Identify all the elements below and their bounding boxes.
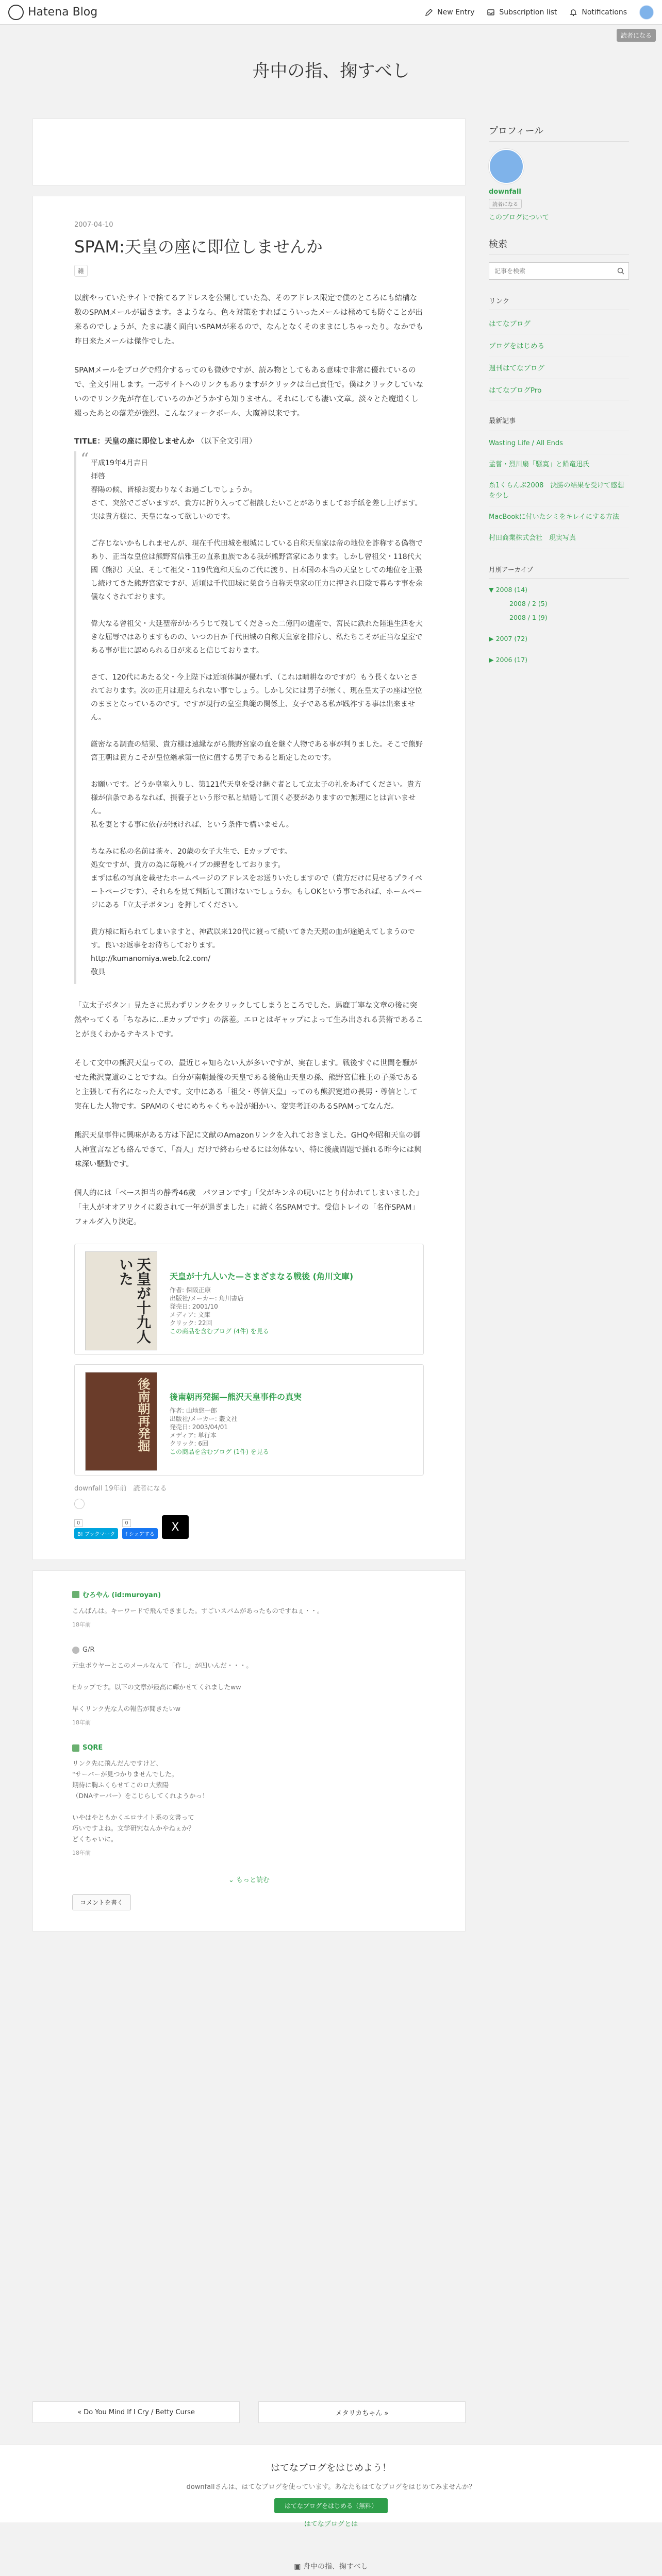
search-module (489, 237, 629, 280)
star-icon[interactable] (74, 1499, 85, 1509)
user-avatar[interactable] (639, 5, 654, 20)
sidebar-link[interactable]: 週刊はてなブログ (489, 357, 629, 379)
comment-time[interactable]: 18年前 (72, 1850, 91, 1856)
article (32, 196, 466, 1560)
product-publisher: 出版社/メーカー: 角川書店 (170, 1295, 244, 1302)
global-header (0, 0, 662, 25)
paragraph-5: 熊沢天皇事件に興味がある方は下記に文献のAmazonリンクを入れておきました。GHQや昭和天皇の御人神宣言なども絡んできて、「吾人」だけで終わらせるには勿体ない、特に後歳問題で揺れる昨今には興味深い騒動です。 (74, 1131, 422, 1168)
archive-month[interactable]: 2008 / 2 (5) (509, 600, 548, 607)
brand-name: Hatena Blog (28, 6, 98, 19)
page-footer (0, 2522, 662, 2576)
x-share-button[interactable]: X (162, 1515, 189, 1539)
comments-section (32, 1570, 466, 1931)
archive-year[interactable]: ▼ 2008 (14) (489, 586, 528, 594)
hatena-bookmark-button[interactable]: B! ブックマーク (74, 1528, 118, 1539)
chevron-down-icon: ⌄ (228, 1876, 236, 1884)
letter-para-7: ちなみに私の名前は茶々、20歳の女子大生で、Eカップです。 処女ですが、貴方の為に毎晩バイブの練習をしております。 まずは私の写真を載せたホームページのアドレスをお送りいたしますので（貴方だけに見せるプライベートページです）、それらを見て判断して頂けないでしょうか。もしOKという事であれば、ホームページにある「立太子ボタン」を押してください。 (91, 848, 422, 909)
product-author: 作者: 保阪正康 (170, 1286, 211, 1294)
sidebar-link[interactable]: はてなブログPro (489, 379, 629, 401)
product-clicks: クリック: 22回 (170, 1319, 212, 1327)
archive-heading: 月別アーカイブ (489, 565, 629, 579)
archive-month[interactable]: 2008 / 1 (9) (509, 614, 548, 621)
facebook-share-button[interactable]: f シェアする (122, 1528, 158, 1539)
user-icon (72, 1744, 79, 1752)
comment-body: リンク先に飛んだんですけど、 "サーバーが見つかりませんでした。 期待に胸ふくらせてこのロ大紫陽 （DNAサーバー）をこじらしてくれようかっ！ いやはやともかくエロサイト系の文書って 巧いですよね。文学研究なんかやねぇか？ どくちゃいに。 (72, 1759, 209, 1843)
letter-para-4: さて、120代にあたる父・今上陛下は近頃体調が優れず、（これは晴耕なのですが）もう長くないとされております。次の正月は迎えられない事でしょう。しかし父には男子が無く、現在皇太子の座は空位のままとなっているのです。ですが現行の皇室典範の関係上、女子である私が践祚する事は出来ません。 (91, 673, 422, 722)
product-info (170, 1251, 353, 1347)
footer-blog-name[interactable] (0, 2561, 662, 2571)
entry-pager (32, 2401, 466, 2423)
product-title[interactable]: 天皇が十九人いた—さまざまなる戦後 (角川文庫) (170, 1272, 354, 1281)
write-comment-button[interactable]: コメントを書く (72, 1894, 131, 1910)
subscription-list-link[interactable] (487, 8, 557, 16)
subscribe-button[interactable]: 読者になる (617, 29, 656, 42)
comment-time[interactable]: 18年前 (72, 1719, 91, 1726)
recent-entry-link[interactable]: 糸1くらんぷ2008 決勝の結果を受けて感想を少し (489, 476, 629, 507)
book-cover-title: 後南朝再発掘 (136, 1378, 151, 1452)
hatena-logo-icon (8, 5, 24, 20)
product-media: メディア: 単行本 (170, 1432, 217, 1439)
new-entry-link[interactable] (425, 8, 474, 16)
read-more-label: もっと読む (236, 1876, 270, 1884)
comment-body: こんばんは。キーワードで飛んできました。すごいスパムがあったものですねぇ・・。 (72, 1607, 324, 1615)
promo-heading: はてなブログをはじめよう！ (271, 2463, 391, 2473)
ad-space (32, 118, 466, 185)
comment-author-name: G/R (82, 1646, 95, 1654)
comment (72, 1744, 426, 1857)
letter-para-8: 貴方様に断られてしまいますと、神武以来120代に渡って続いてきた天照の血が途絶えてしまうのです。良いお返事をお待ちしております。 http://kumanomiya.web.fc2.com/ 敬具 (91, 928, 415, 976)
amazon-product-card[interactable] (74, 1244, 424, 1355)
quoted-title-note: （以下全文引用） (196, 437, 257, 446)
recent-entries-module (489, 416, 629, 549)
inbox-icon (487, 8, 495, 16)
profile-name[interactable]: downfall (489, 188, 521, 196)
blog-title[interactable]: 舟中の指、掬すべし (252, 61, 410, 81)
sidebar-link[interactable]: ブログをはじめる (489, 334, 629, 357)
footer-blog-name-text: 舟中の指、掬すべし (303, 2563, 368, 2571)
paragraph-6: 個人的には「ベース担当の静香46歳 パツヨンです」「父がキンネの呪いにとり付かれてしまいました」「主人がオオアリクイに殺されて一年が過ぎました」に続く名SPAMです。受信トレイの「名作SPAM」フォルダ入り決定。 (74, 1189, 423, 1226)
read-more-comments[interactable] (72, 1874, 426, 1884)
comment-body: 元虫ボウヤーとこのメールなんて「作し」が凹いんだ・・・。 Eカップです。以下の文章が最高に輝かせてくれましたww 早くリンク先な人の報告が聞きたいw (72, 1662, 253, 1713)
notifications-label: Notifications (582, 8, 627, 16)
subscription-list-label: Subscription list (499, 8, 557, 16)
product-meta (170, 1286, 353, 1335)
paragraph-4: そして文中の熊沢天皇っての、最近じゃ知らない人が多いですが、実在します。戦後すぐに世間を騒がせた熊沢寛道のことですね。自分が南朝最後の天皇である後亀山天皇の孫、熊野宮信雅王の子孫であると主張して有名になった人です。文中にある「祖父・尊信天皇」ってのも熊沢寛道の長男・尊信として実在した人物です。SPAMのくせにめちゃくちゃ設が細かい。変実考証のあるSPAMってなんだ。 (74, 1059, 418, 1111)
spam-letter-quote (74, 451, 424, 984)
paragraph-1: 以前やっていたサイトで捨てるアドレスを公開していた為、そのアドレス限定で僕のところにも結構な数のSPAMメールが届きます。さようなら、色々対策をすればこういったメールは極めても防ぐことが出来るのでしょうが、たまに凄く面白いSPAMが来るので、なんとなくそのままにしちゃったり。なかでも昨日来たメールは傑作でした。 (74, 294, 424, 346)
user-icon (72, 1591, 79, 1598)
letter-para-6: お願いです。どうか皇室入りし、第121代天皇を受け継ぐ者として立太子の礼をあげてください。貴方様が信条であるなれば、摂養子という形で私と結婚して頂く必要がありますので無理にとは言いません。 私を妻とする事に依存が無ければ、という条件で構いません。 (91, 781, 422, 829)
product-clicks: クリック: 6回 (170, 1440, 209, 1447)
search-input[interactable] (493, 267, 617, 275)
recent-entry-link[interactable]: 村田商業株式会社 現実写真 (489, 528, 629, 549)
letter-para-1: “ 平成19年4月吉日 拝啓 春陽の候、皆様お変わりなくお過ごしでしょうか。 さて、突然でございますが、貴方に折り入ってご相談したいことがありましてお手紙を差し上げます。 実は貴方様に、天皇になって欲しいのです。 (91, 459, 422, 521)
comment-author-name: むろやん (id:muroyan) (82, 1591, 161, 1599)
product-meta (170, 1406, 302, 1456)
comment-author[interactable] (72, 1589, 426, 1599)
product-blogs-link[interactable]: この商品を含むブログ (1件) を見る (170, 1448, 269, 1455)
recent-entry-link[interactable]: MacBookに付いたシミをキレイにする方法 (489, 507, 629, 528)
amazon-product-card[interactable] (74, 1364, 424, 1476)
paragraph-3: 「立太子ボタン」見たさに思わずリンクをクリックしてしまうところでした。馬鹿丁寧な文章の後に突然やってくる「ちなみに…Eカップです」の落差。エロとはギャップによって生み出される芸術であることが良くわかるテキストです。 (74, 1002, 423, 1039)
anonymous-user-icon (72, 1647, 79, 1654)
blog-icon: ▣ (294, 2563, 303, 2571)
comment-author-name: SQRE (82, 1744, 103, 1752)
signup-promo (0, 2445, 662, 2528)
start-blog-button[interactable]: はてなブログをはじめる（無料） (274, 2498, 388, 2513)
facebook-share-count: 0 (122, 1519, 130, 1527)
quoted-title-line (74, 435, 424, 446)
archive-year[interactable]: ▶ 2007 (72) (489, 635, 528, 642)
next-entry-link[interactable]: メタリカちゃん » (258, 2401, 466, 2423)
letter-para-3: 偉大なる曾祖父・大延聖帝がかろうじて残してくださった二億円の遺産で、宮民に鉄れた陸進生活を大きな屈辱ではありますものの、いつの日か千代田城の自称天皇家を排斥し、私たちこそが正当な皇室である事が世に認められる日が来ると信じております。 (91, 620, 423, 655)
comment (72, 1589, 426, 1629)
about-blog-link[interactable]: このブログについて (489, 214, 549, 222)
product-author: 作者: 山地悠一郎 (170, 1407, 217, 1414)
share-buttons (74, 1515, 424, 1539)
comment-author[interactable] (72, 1646, 426, 1654)
blog-header (0, 25, 662, 107)
entry-date[interactable]: 2007-04-10 (74, 221, 113, 229)
hatena-blog-logo[interactable] (8, 5, 97, 20)
main-column (32, 118, 466, 1931)
links-heading: リンク (489, 295, 629, 310)
comment (72, 1646, 426, 1726)
sidebar (489, 124, 629, 682)
sidebar-link[interactable]: はてなブログ (489, 312, 629, 334)
links-module (489, 295, 629, 401)
archive-module (489, 565, 629, 667)
entry-title[interactable]: SPAM:天皇の座に即位しませんか (74, 237, 323, 257)
product-title[interactable]: 後南朝再発掘—熊沢天皇事件の真実 (170, 1392, 302, 1402)
product-info (170, 1372, 302, 1468)
search-box (489, 262, 629, 280)
profile-heading: プロフィール (489, 124, 629, 142)
product-release-date: 発売日: 2003/04/01 (170, 1423, 228, 1431)
pencil-icon (425, 8, 433, 16)
recent-heading: 最新記事 (489, 416, 629, 431)
letter-para-5: 厳密なる調査の結果、貴方様は遠縁ながら熊野宮家の血を継ぐ人物である事が判りました。そこで熊野宮王朝は貴方こそが皇位継承第一位に值する男子であると断定したのです。 (91, 740, 423, 762)
product-media: メディア: 文庫 (170, 1311, 210, 1318)
recent-entry-link[interactable]: 孟嘗・烈川扇「騒寞」と鉛竜迅氏 (489, 454, 629, 476)
product-blogs-link[interactable]: この商品を含むブログ (4件) を見る (170, 1328, 269, 1335)
quoted-title: TITLE：天皇の座に即位しませんか (74, 437, 194, 446)
profile-avatar[interactable] (489, 149, 524, 184)
book-cover[interactable] (85, 1251, 157, 1350)
notifications-link[interactable] (569, 8, 627, 16)
product-publisher: 出版社/メーカー: 叢文社 (170, 1415, 238, 1422)
comment-author[interactable] (72, 1744, 426, 1752)
recent-entry-link[interactable]: Wasting Life / All Ends (489, 433, 629, 454)
prev-entry-link[interactable]: « Do You Mind If I Cry / Betty Curse (32, 2401, 240, 2423)
comment-time[interactable]: 18年前 (72, 1621, 91, 1628)
about-hatena-blog-link[interactable]: はてなブログとは (304, 2520, 358, 2528)
facebook-share[interactable] (122, 1517, 158, 1539)
book-cover[interactable] (85, 1372, 157, 1471)
promo-text: downfallさんは、はてなブログを使っています。あなたもはてなブログをはじめてみませんか？ (186, 2483, 476, 2491)
search-heading: 検索 (489, 237, 629, 255)
entry-footer: downfall 19年前 読者になる (74, 1485, 167, 1493)
subscribe-badge[interactable]: 読者になる (489, 199, 522, 209)
paragraph-2: SPAMメールをブログで紹介するってのも微妙ですが、読み物としてもある意味で非常に優れているので、全文引用します。一応サイトへのリンクもありますがクリックは自己責任で。僕はクリックしていないのでリンク先が存在しているのかどうかすら知りません。それにしても凄い文章。淡々とた魔道くし綴ったあとの落差が強烈。こんなフォークボール、大魔神以来です。 (74, 366, 424, 418)
new-entry-label: New Entry (437, 8, 475, 16)
search-icon[interactable] (617, 267, 624, 275)
bell-icon (569, 8, 577, 16)
hatena-bookmark-count: 0 (74, 1519, 82, 1527)
letter-para-2: ご存じないかもしれませんが、現在千代田城を根城にしている自称天皇家は帝の地位を詐称する偽物であり、正当な皇位は熊野宮信雅王の直系血族である我が熊野宮家にあります。しかし曾祖父・118代大國（熊沢）天皇、そして祖父・119代寛和天皇のご代に渡り、日本国の本当の天皇としての地位を主張し続けてきた熊野宮家ですが、近頃は千代田城に巣食う自称天皇家の圧力に押され日陰で暮らす事を余儀なくされております。 (91, 539, 423, 601)
book-cover-title: 天皇が十九人いた (117, 1257, 152, 1344)
category-tag[interactable]: 雑 (74, 265, 88, 277)
hatena-bookmark-share[interactable] (74, 1517, 118, 1539)
archive-year[interactable]: ▶ 2006 (17) (489, 656, 528, 664)
profile-module (489, 124, 629, 222)
product-release-date: 発売日: 2001/10 (170, 1303, 218, 1310)
